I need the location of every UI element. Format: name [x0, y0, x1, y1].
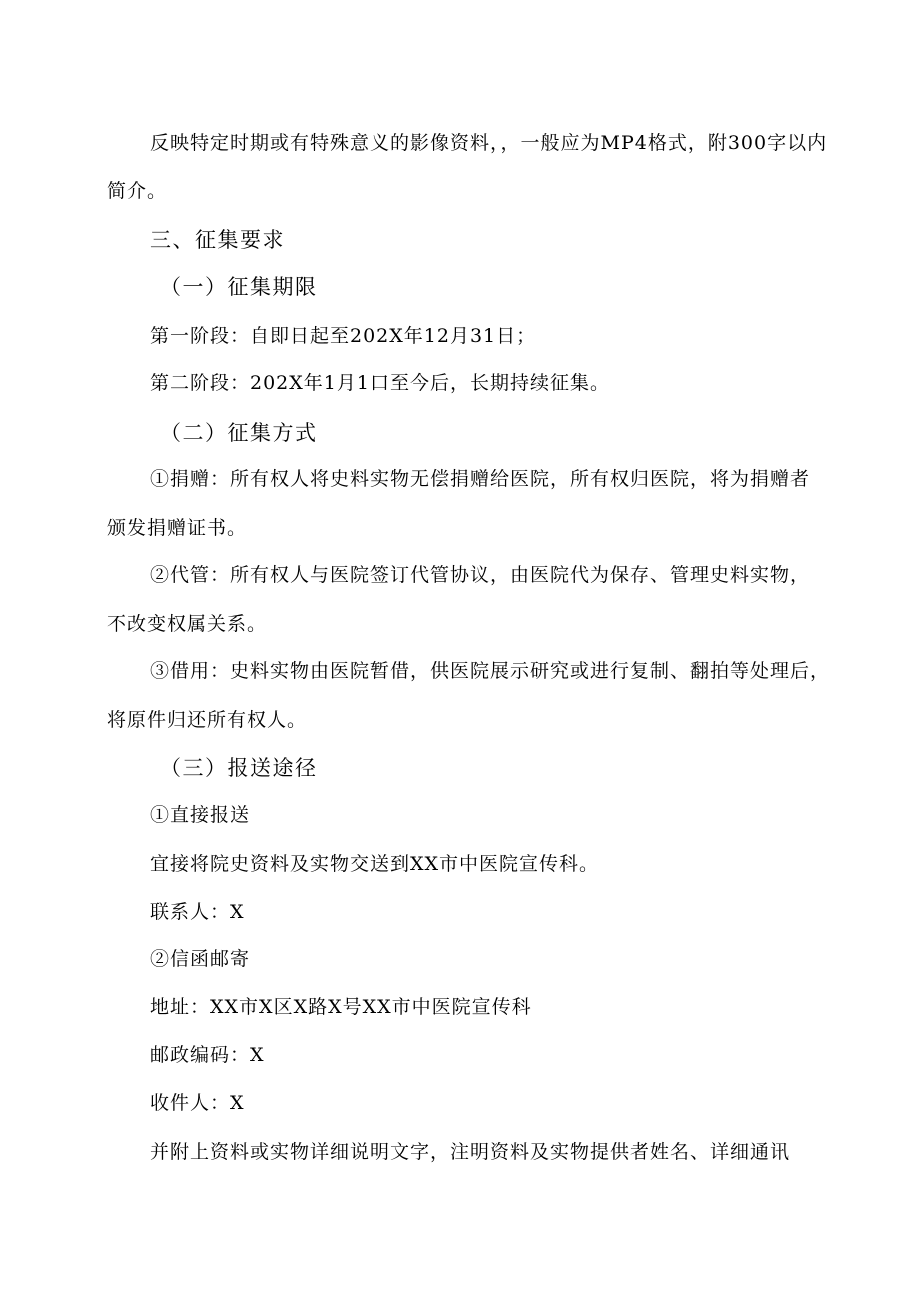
- paragraph-line: 宜接将院史资料及实物交送到XX市中医院宣传科。: [150, 853, 600, 875]
- subsection-heading: （一）征集期限: [160, 275, 318, 299]
- subsection-heading: （二）征集方式: [160, 421, 318, 445]
- paragraph-line: 并附上资料或实物详细说明文字，注明资料及实物提供者姓名、详细通讯: [150, 1141, 791, 1163]
- paragraph-line: 简介。: [107, 180, 168, 202]
- paragraph-line: ①直接报送: [150, 804, 251, 826]
- paragraph-line: 地址：XX市X区X路X号XX市中医院宣传科: [150, 996, 532, 1018]
- paragraph-line: ②代管：所有权人与医院签订代管协议，由医院代为保存、管理史料实物，: [150, 564, 811, 586]
- section-heading: 三、征集要求: [150, 228, 285, 252]
- paragraph-line: 收件人：X: [150, 1092, 245, 1114]
- paragraph-line: ①捐赠：所有权人将史料实物无偿捐赠给医院，所有权归医院，将为捐赠者: [150, 468, 811, 490]
- paragraph-line: 邮政编码：X: [150, 1044, 265, 1066]
- paragraph-line: ②信函邮寄: [150, 948, 251, 970]
- paragraph-line: 颁发捐赠证书。: [107, 517, 248, 539]
- paragraph-line: 不改变权属关系。: [107, 613, 268, 635]
- paragraph-line: 第一阶段：自即日起至202X年12月31日；: [150, 325, 537, 347]
- subsection-heading: （三）报送途径: [160, 756, 318, 780]
- paragraph-line: 将原件归还所有权人。: [107, 709, 308, 731]
- paragraph-line: 第二阶段：202X年1月1口至今后，长期持续征集。: [150, 372, 610, 394]
- paragraph-line: 联系人：X: [150, 901, 245, 923]
- paragraph-line: 反映特定时期或有特殊意义的影像资料，，一般应为MP4格式，附300字以内: [150, 132, 828, 154]
- paragraph-line: ③借用：史料实物由医院暂借，供医院展示研究或进行复制、翻拍等处理后，: [150, 660, 831, 682]
